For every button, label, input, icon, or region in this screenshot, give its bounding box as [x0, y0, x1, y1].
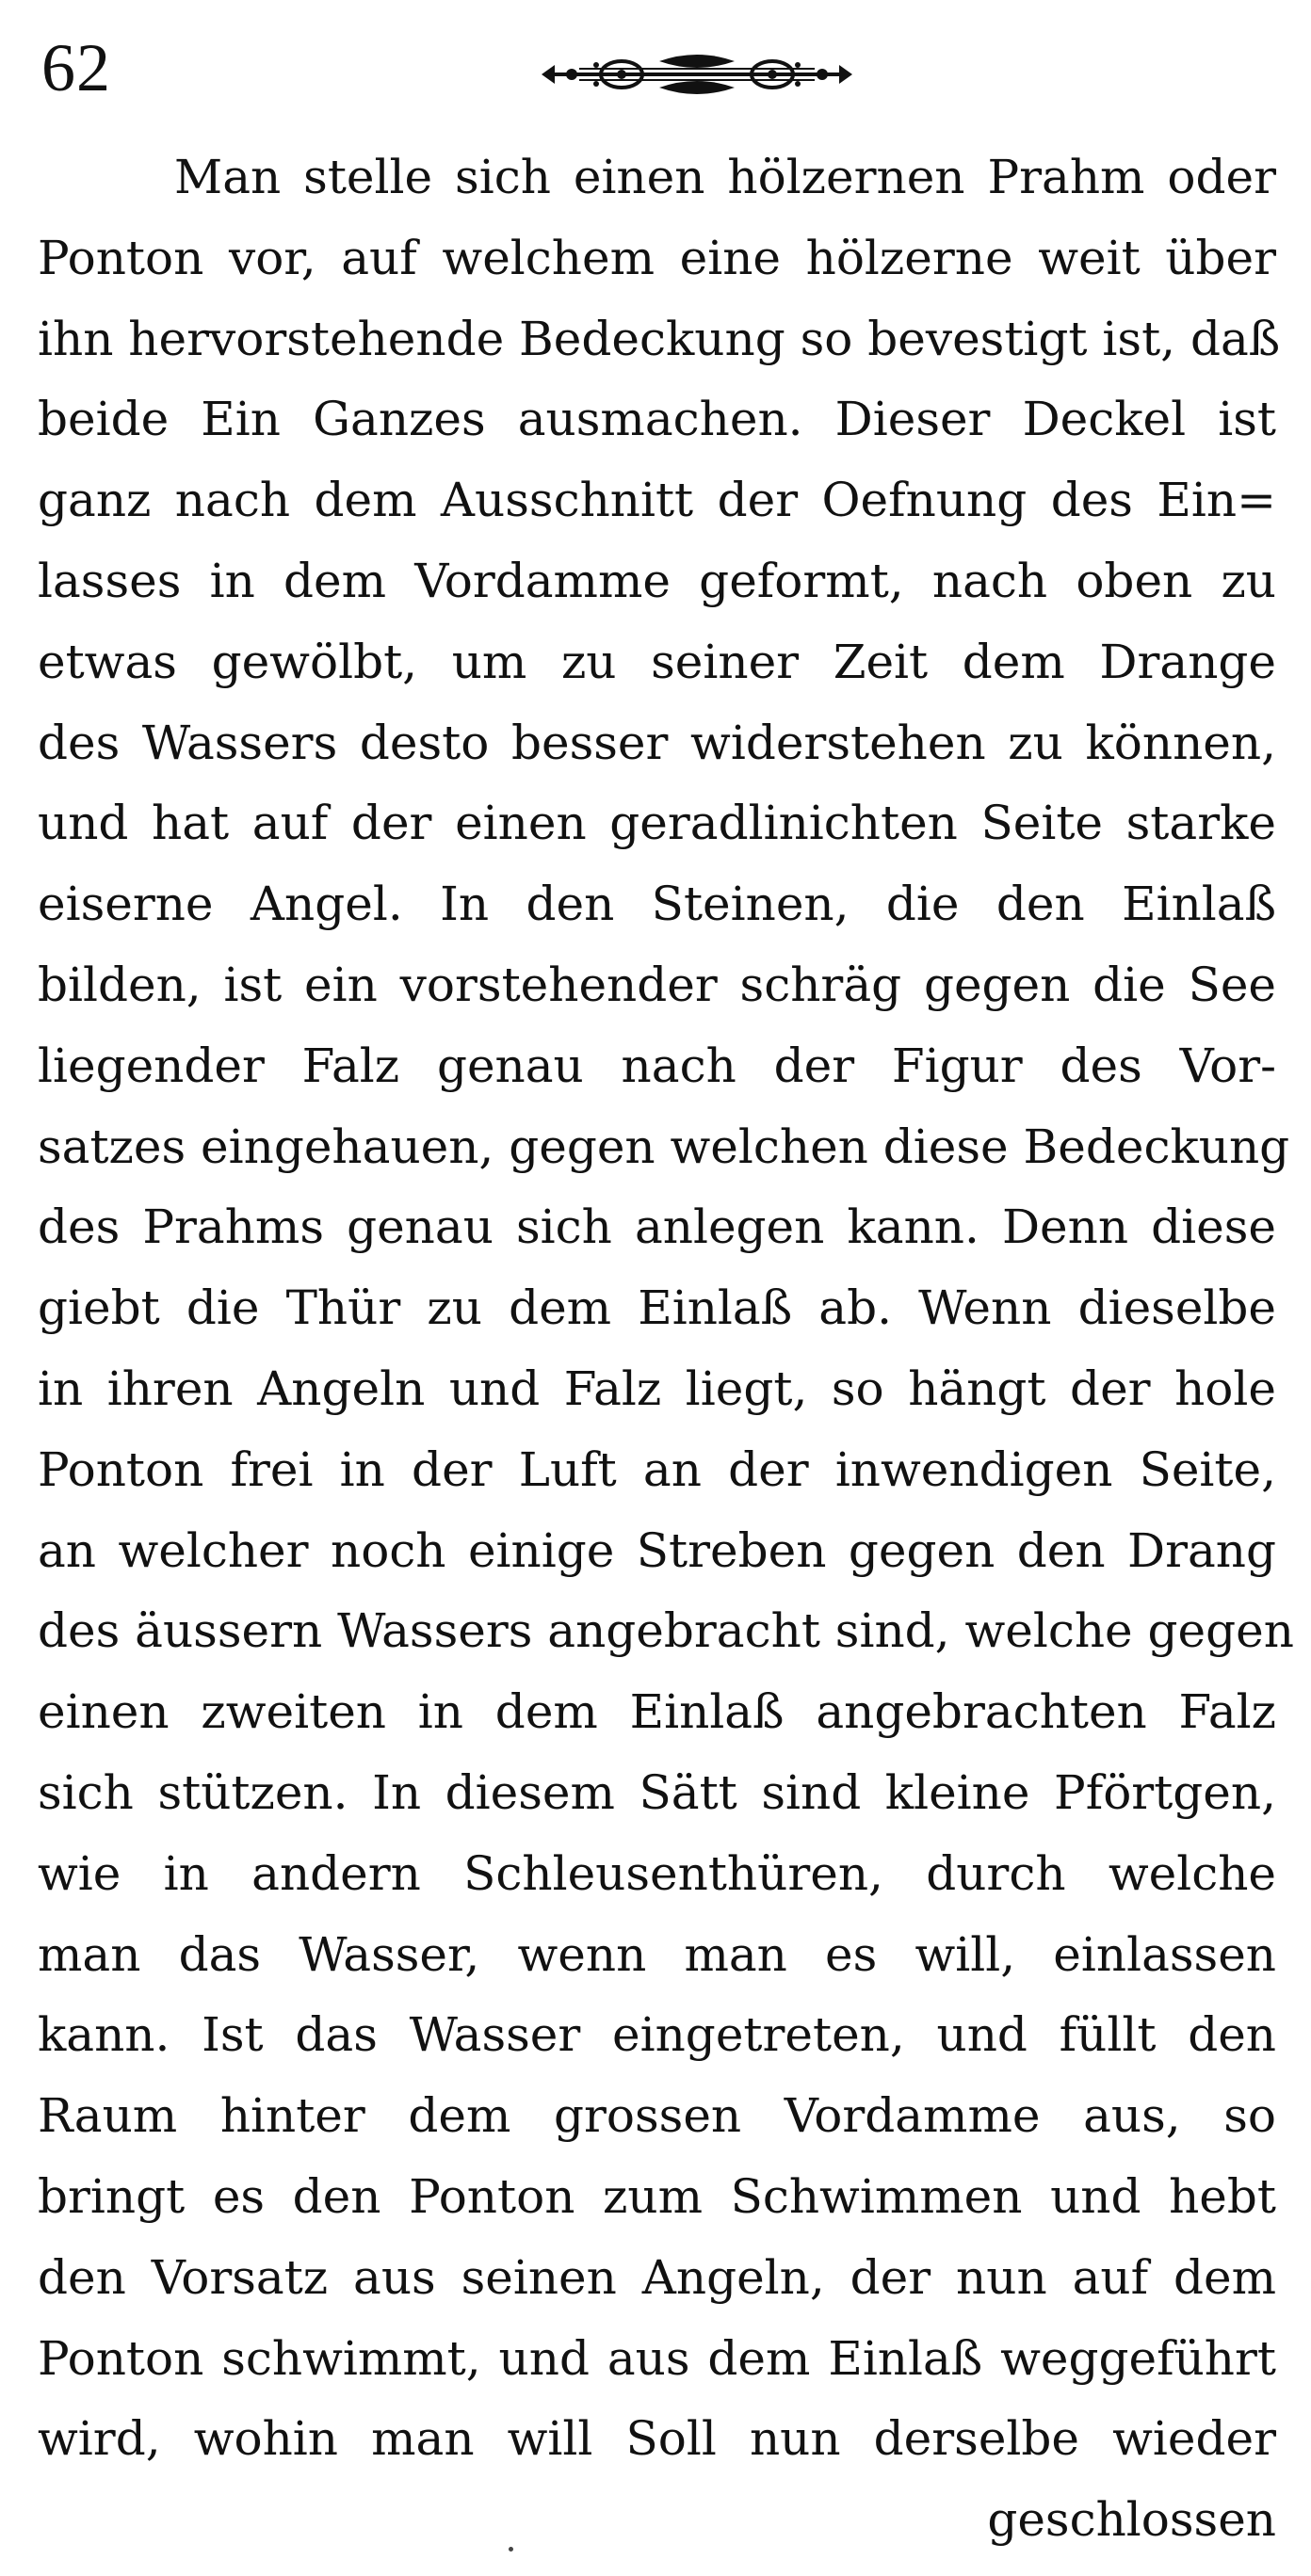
print-speck — [509, 2547, 513, 2552]
text-line: beide Ein Ganzes ausmachen. Dieser Deckel ist — [38, 392, 1276, 447]
body-text — [38, 137, 1294, 2561]
text-line: Raum hinter dem grossen Vordamme aus, so — [38, 2088, 1276, 2144]
page-number: 62 — [41, 30, 111, 105]
text-line: wie in andern Schleusenthüren, durch welche — [38, 1845, 1276, 1901]
text-line: Man stelle sich einen hölzernen Prahm oder — [174, 150, 1276, 204]
text-line: liegender Falz genau nach der Figur des Vor- — [38, 1038, 1276, 1093]
text-line: Ponton frei in der Luft an der inwendigen Seite, — [38, 1441, 1276, 1497]
text-line: etwas gewölbt, um zu seiner Zeit dem Drange — [38, 634, 1276, 689]
text-line: ganz nach dem Ausschnitt der Oefnung des Ein= — [38, 473, 1276, 528]
text-line: den Vorsatz aus seinen Angeln, der nun auf dem — [38, 2249, 1276, 2305]
text-line: Ponton schwimmt, und aus dem Einlaß weggeführt — [38, 2330, 1276, 2386]
text-line: an welcher noch einige Streben gegen den Drang — [38, 1522, 1276, 1578]
text-line: eiserne Angel. In den Steinen, die den Einlaß — [38, 877, 1276, 932]
text-line: giebt die Thür zu dem Einlaß ab. Wenn dieselbe — [38, 1280, 1276, 1336]
text-line: bilden, ist ein vorstehender schräg gegen die See — [38, 957, 1276, 1012]
text-line: kann. Ist das Wasser eingetreten, und füllt den — [38, 2007, 1276, 2063]
text-line: ihn hervorstehende Bedeckung so bevestigt ist, daß — [38, 311, 1281, 366]
text-line: einen zweiten in dem Einlaß angebrachten Falz — [38, 1684, 1276, 1740]
text-line: des Prahms genau sich anlegen kann. Denn diese — [38, 1199, 1276, 1255]
text-line: satzes eingehauen, gegen welchen diese Bedeckung — [38, 1119, 1290, 1174]
text-line: und hat auf der einen geradlinichten Seite starke — [38, 796, 1276, 851]
text-line: des äussern Wassers angebracht sind, welche gegen — [38, 1603, 1294, 1659]
text-line: in ihren Angeln und Falz liegt, so hängt der hole — [38, 1360, 1276, 1416]
text-line: sich stützen. In diesem Sätt sind kleine Pförtgen, — [38, 1764, 1276, 1820]
ornament-rule-icon — [542, 52, 852, 97]
text-line: des Wassers desto besser widerstehen zu können, — [38, 715, 1276, 770]
catchword: geschlossen — [987, 2492, 1276, 2548]
text-line: Ponton vor, auf welchem eine hölzerne weit über — [38, 230, 1276, 285]
text-line: man das Wasser, wenn man es will, einlassen — [38, 1926, 1276, 1982]
text-line: bringt es den Ponton zum Schwimmen und hebt — [38, 2168, 1276, 2224]
text-line: wird, wohin man will Soll nun derselbe wieder — [38, 2411, 1276, 2467]
text-line: lasses in dem Vordamme geformt, nach oben zu — [38, 553, 1276, 608]
